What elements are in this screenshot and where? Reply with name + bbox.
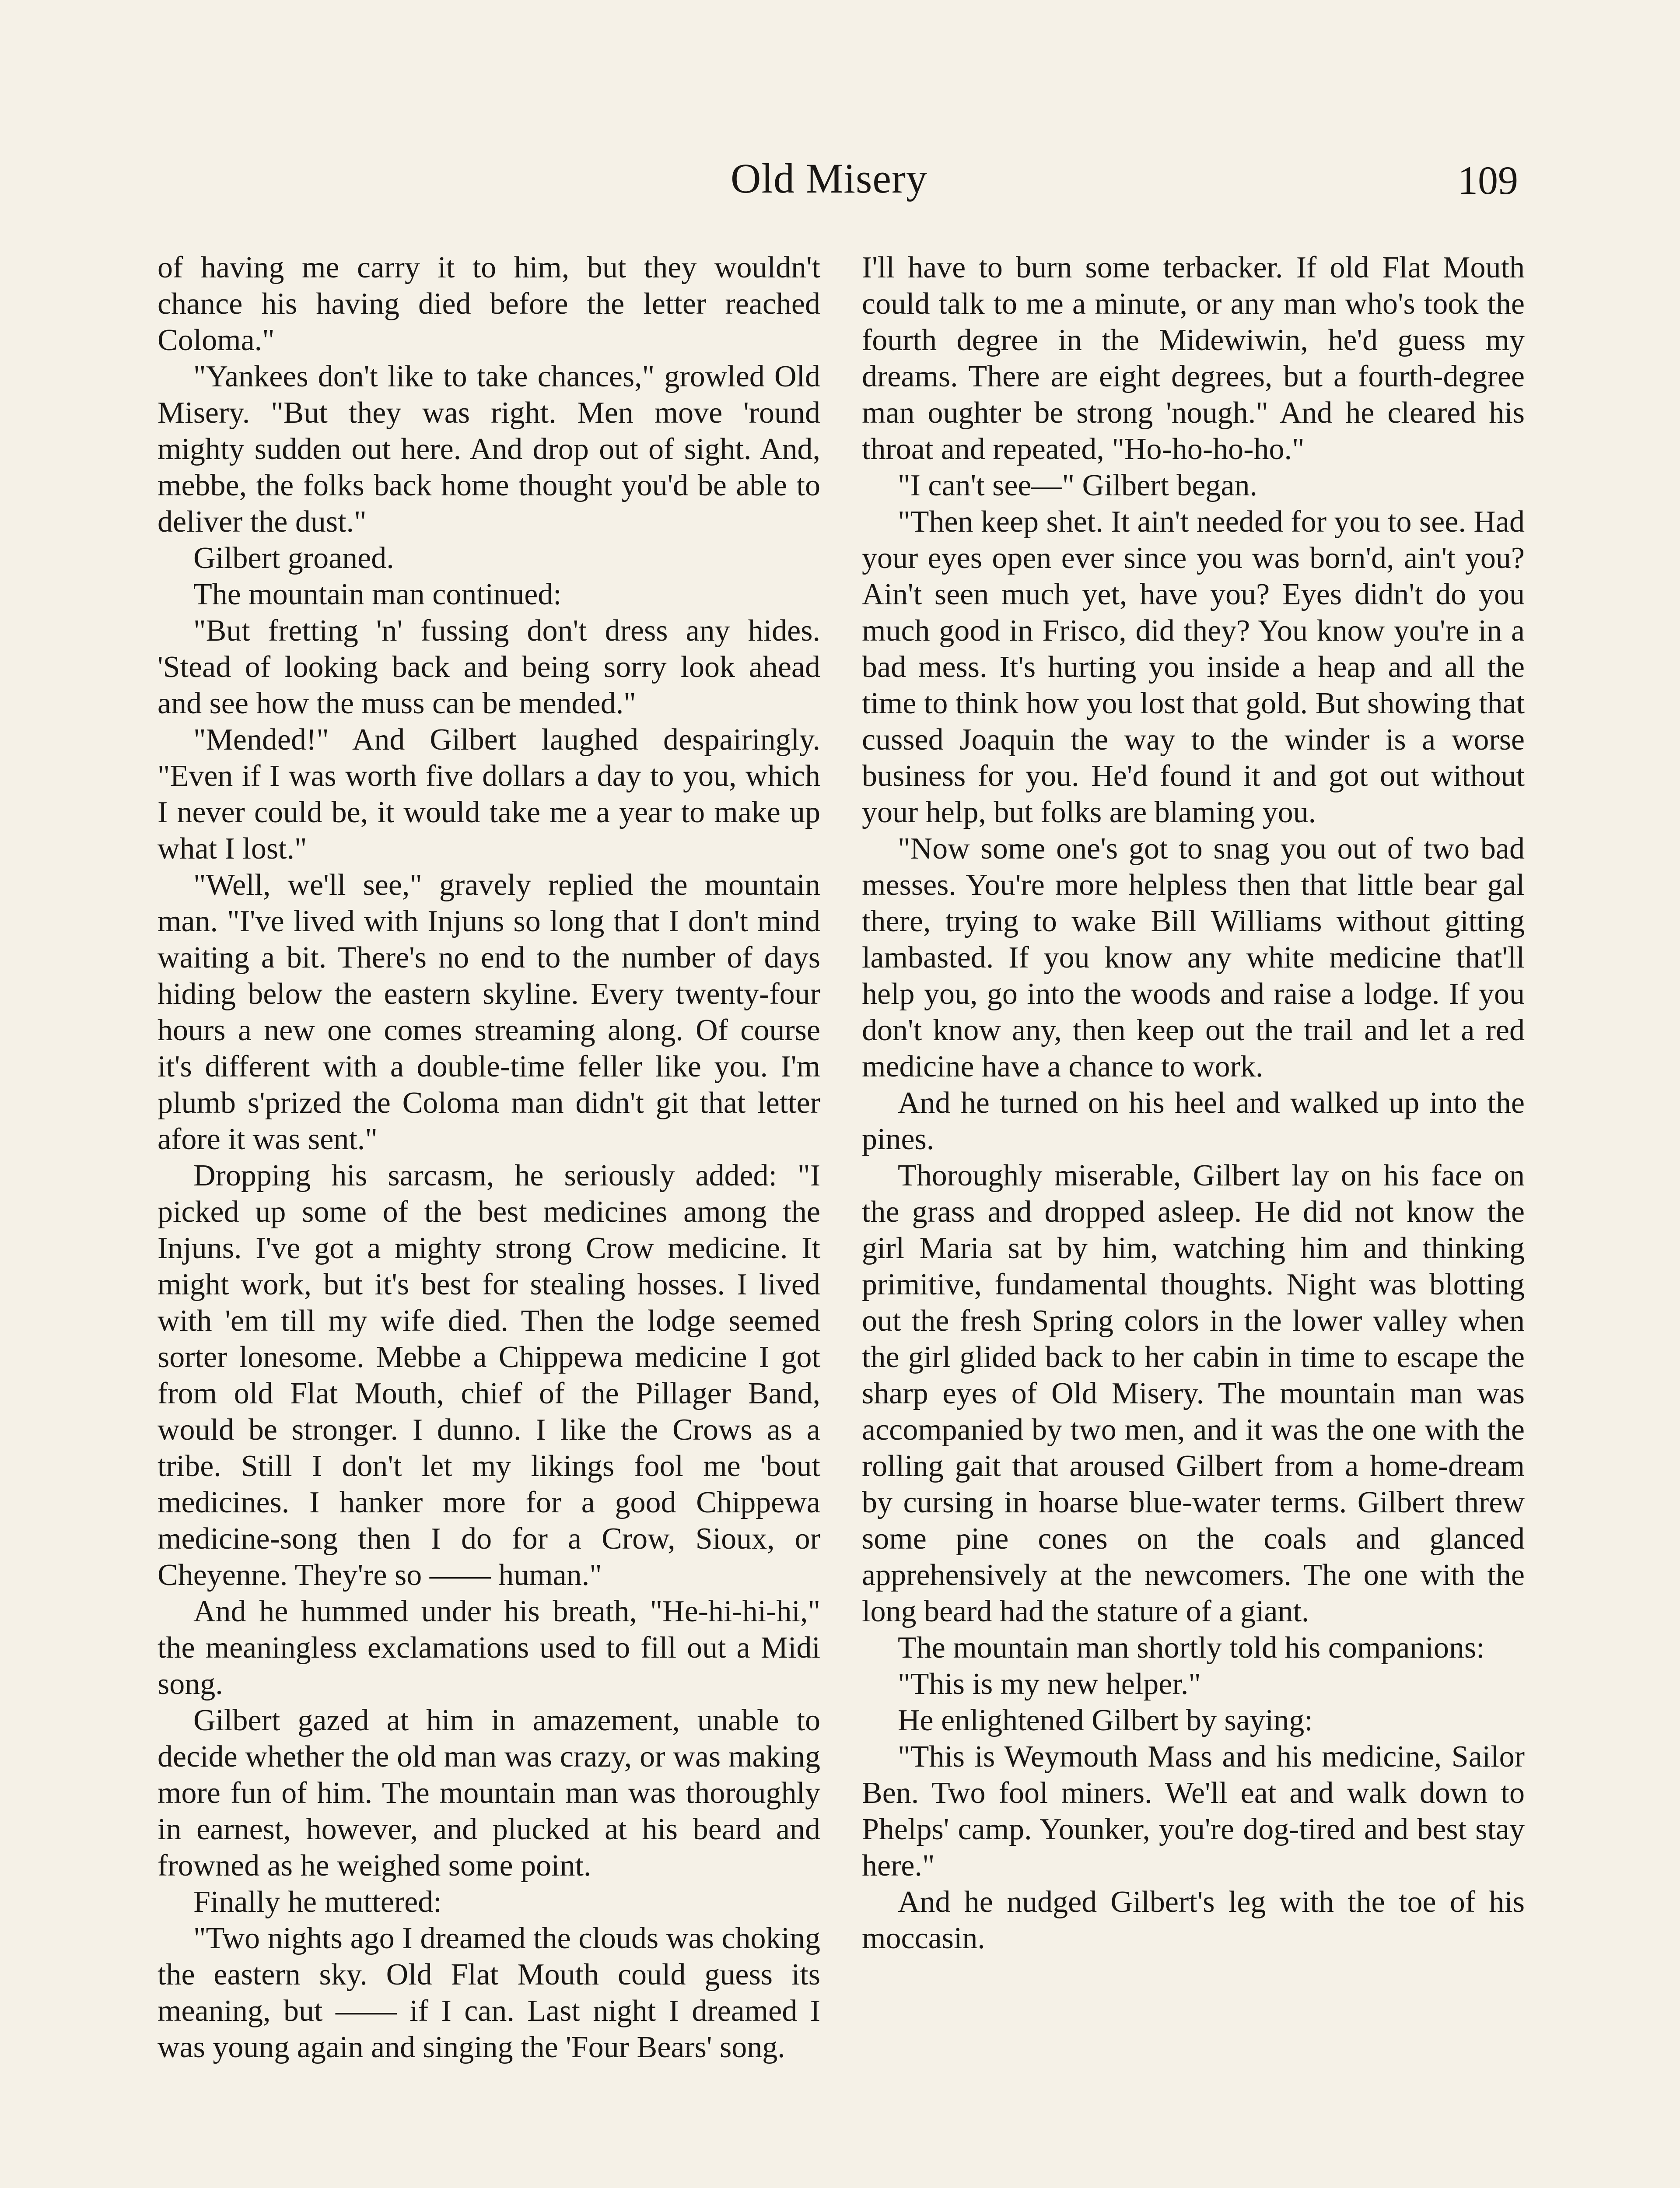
paragraph: "Yankees don't like to take chances," growled Old Misery. "But they was right. Men move 'round mighty sudden out here. And drop out of sight. And, mebbe, the folks back home thought you'd be able to deliver the dust.": [158, 360, 820, 539]
paragraph: He enlightened Gilbert by saying:: [898, 1704, 1313, 1737]
paragraph: Thoroughly miserable, Gilbert lay on his face on the grass and dropped asleep. He did not know the girl Maria sat by him, watching him and thinking primitive, fundamental thoughts. Night was blotting out the fresh Spring colors in the lower valley when the girl glided back to her cabin in time to escape the sharp eyes of Old Misery. The mountain man was accompanied by two men, and it was the one with the rolling gait that aroused Gilbert from a home-dream by cursing in hoarse blue-water terms. Gilbert threw some pine cones on the coals and glanced apprehensively at the newcomers. The one with the long beard had the stature of a giant.: [862, 1159, 1525, 1628]
left-text-column: [158, 249, 820, 2065]
paragraph: of having me carry it to him, but they wouldn't chance his having died before the letter reached Coloma.": [158, 251, 820, 357]
paragraph: Gilbert gazed at him in amazement, unable to decide whether the old man was crazy, or was making more fun of him. The mountain man was thoroughly in earnest, however, and plucked at his beard and frowned as he weighed some point.: [158, 1704, 820, 1883]
paragraph: Finally he muttered:: [193, 1885, 442, 1919]
running-head-title: Old Misery: [731, 155, 928, 202]
paragraph: "This is my new helper.": [898, 1667, 1201, 1701]
page-number: 109: [1458, 158, 1518, 203]
paragraph: Dropping his sarcasm, he seriously added: "I picked up some of the best medicines among the Injuns. I've got a mighty strong Crow medicine. It might work, but it's best for stealing hosses. I lived with 'em till my wife died. Then the lodge seemed sorter lonesome. Mebbe a Chippewa medicine I got from old Flat Mouth, chief of the Pillager Band, would be stronger. I dunno. I like the Crows as a tribe. Still I don't let my likings fool me 'bout medicines. I hanker more for a good Chippewa medicine-song then I do for a Crow, Sioux, or Cheyenne. They're so —— human.": [158, 1159, 820, 1592]
paragraph: "But fretting 'n' fussing don't dress any hides. 'Stead of looking back and being sorry look ahead and see how the muss can be mended.": [158, 614, 820, 720]
paragraph: The mountain man continued:: [193, 578, 562, 611]
paragraph: And he hummed under his breath, "He-hi-hi-hi," the meaningless exclamations used to fill out a Midi song.: [158, 1595, 820, 1701]
paragraph: "Two nights ago I dreamed the clouds was choking the eastern sky. Old Flat Mouth could guess its meaning, but —— if I can. Last night I dreamed I was young again and singing the 'Four Bears' song.: [158, 1922, 820, 2064]
paragraph: And he turned on his heel and walked up into the pines.: [862, 1086, 1525, 1156]
paragraph: "I can't see—" Gilbert began.: [898, 469, 1257, 502]
paragraph: And he nudged Gilbert's leg with the toe of his moccasin.: [862, 1885, 1525, 1955]
paragraph: "This is Weymouth Mass and his medicine, Sailor Ben. Two fool miners. We'll eat and walk down to Phelps' camp. Younker, you're dog-tired and best stay here.": [862, 1740, 1525, 1883]
paragraph: "Then keep shet. It ain't needed for you to see. Had your eyes open ever since you was born'd, ain't you? Ain't seen much yet, have you? Eyes didn't do you much good in Frisco, did they? You know you're in a bad mess. It's hurting you inside a heap and all the time to think how you lost that gold. But showing that cussed Joaquin the way to the winder is a worse business for you. He'd found it and got out without your help, but folks are blaming you.: [862, 505, 1525, 829]
paragraph: I'll have to burn some terbacker. If old Flat Mouth could talk to me a minute, or any man who's took the fourth degree in the Midewiwin, he'd guess my dreams. There are eight degrees, but a fourth-degree man oughter be strong 'nough." And he cleared his throat and repeated, "Ho-ho-ho-ho.": [862, 251, 1525, 466]
paragraph: The mountain man shortly told his companions:: [898, 1631, 1485, 1665]
right-text-column: [862, 249, 1525, 1957]
paragraph: "Mended!" And Gilbert laughed despairingly. "Even if I was worth five dollars a day to you, which I never could be, it would take me a year to make up what I lost.": [158, 723, 820, 866]
paragraph: "Now some one's got to snag you out of two bad messes. You're more helpless then that little bear gal there, trying to wake Bill Williams without gitting lambasted. If you know any white medicine that'll help you, go into the woods and raise a lodge. If you don't know any, then keep out the trail and let a red medicine have a chance to work.: [862, 832, 1525, 1083]
paragraph: "Well, we'll see," gravely replied the mountain man. "I've lived with Injuns so long that I don't mind waiting a bit. There's no end to the number of days hiding below the eastern skyline. Every twenty-four hours a new one comes streaming along. Of course it's different with a double-time feller like you. I'm plumb s'prized the Coloma man didn't git that letter afore it was sent.": [158, 868, 820, 1156]
paragraph: Gilbert groaned.: [193, 541, 394, 575]
